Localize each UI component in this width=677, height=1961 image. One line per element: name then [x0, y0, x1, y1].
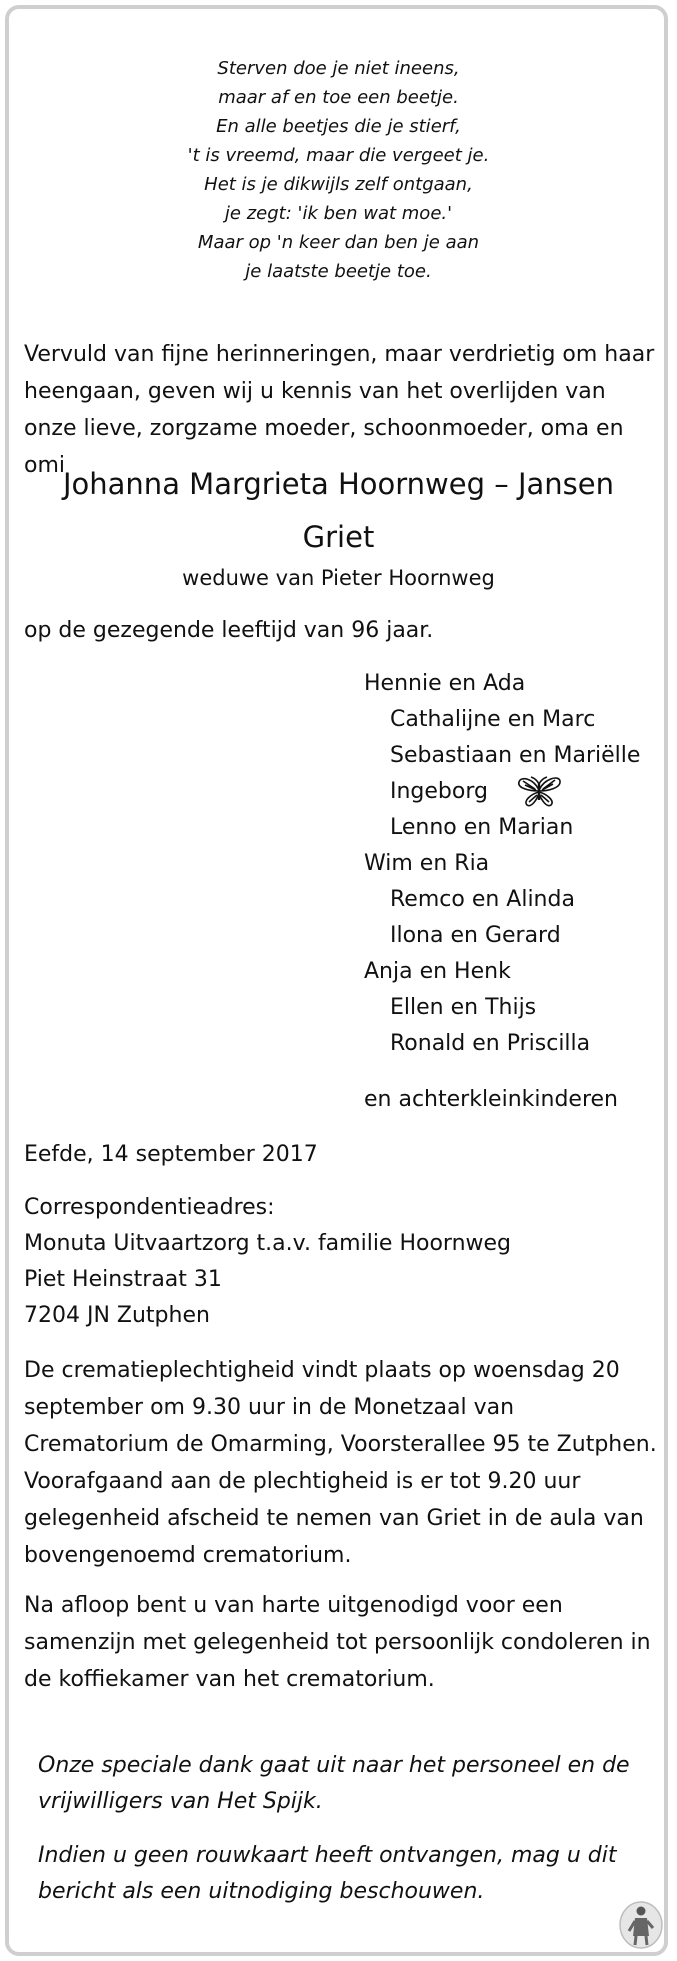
poem-line: Het is je dikwijls zelf ontgaan, [204, 174, 473, 195]
poem-line: je laatste beetje toe. [245, 261, 432, 282]
ceremony-text: De crematieplechtigheid vindt plaats op woensdag 20 september om 9.30 uur in de Monetzaal van Crematorium de Omarming, Voorsterallee 95 te Zutphen. Voorafgaand aan de plechtigheid is er tot 9.20 uur gelegenheid afscheid te nemen van Griet in de aula van bovengenoemd crematorium. [24, 1358, 657, 1568]
family-list [364, 666, 640, 1062]
family-member: Ronald en Priscilla [390, 1031, 591, 1056]
family-member-name: Ingeborg [390, 779, 488, 804]
address-line: Piet Heinstraat 31 [24, 1267, 222, 1292]
widow-of: weduwe van Pieter Hoornweg [182, 566, 495, 590]
funeral-logo-icon [618, 1898, 664, 1950]
family-member: Cathalijne en Marc [390, 707, 596, 732]
invitation-note: Indien u geen rouwkaart heeft ontvangen, mag u dit bericht als een uitnodiging beschouwen. [38, 1843, 617, 1904]
age-line: op de gezegende leeftijd van 96 jaar. [24, 618, 434, 643]
deceased-name: Johanna Margrieta Hoornweg – Jansen [62, 467, 614, 501]
place-date: Eefde, 14 september 2017 [24, 1142, 318, 1167]
family-member: Remco en Alinda [390, 887, 575, 912]
poem-line: maar af en toe een beetje. [218, 87, 459, 108]
intro-text: Vervuld van fijne herinneringen, maar verdrietig om haar heengaan, geven wij u kennis van het overlijden van onze lieve, zorgzame moeder, schoonmoeder, oma en omi [24, 342, 655, 478]
great-grandchildren: en achterkleinkinderen [364, 1087, 618, 1112]
deceased-nickname: Griet [302, 520, 375, 554]
butterfly-icon [515, 776, 563, 808]
poem-line: 't is vreemd, maar die vergeet je. [187, 145, 490, 166]
afterwards-text: Na afloop bent u van harte uitgenodigd voor een samenzijn met gelegenheid tot persoonlijk condoleren in de koffiekamer van het crematorium. [24, 1593, 651, 1692]
address-line: Monuta Uitvaartzorg t.a.v. familie Hoornweg [24, 1231, 512, 1256]
poem-line: Sterven doe je niet ineens, [217, 58, 460, 79]
thanks-text: Onze speciale dank gaat uit naar het personeel en de vrijwilligers van Het Spijk. [38, 1753, 630, 1814]
correspondence-label: Correspondentieadres: [24, 1195, 275, 1220]
correspondence-address [24, 1190, 664, 1334]
family-member: Ellen en Thijs [390, 995, 537, 1020]
poem-line: En alle beetjes die je stierf, [216, 116, 461, 137]
family-member: Sebastiaan en Mariëlle [390, 743, 641, 768]
address-line: 7204 JN Zutphen [24, 1303, 210, 1328]
family-member: Hennie en Ada [364, 671, 526, 696]
family-member: Wim en Ria [364, 851, 490, 876]
family-member: Ilona en Gerard [390, 923, 561, 948]
poem-line: Maar op 'n keer dan ben je aan [197, 232, 480, 253]
poem [0, 54, 677, 286]
poem-line: je zegt: 'ik ben wat moe.' [224, 203, 453, 224]
family-member: Lenno en Marian [390, 815, 574, 840]
family-member: Anja en Henk [364, 959, 511, 984]
family-member-ingeborg [364, 774, 640, 810]
